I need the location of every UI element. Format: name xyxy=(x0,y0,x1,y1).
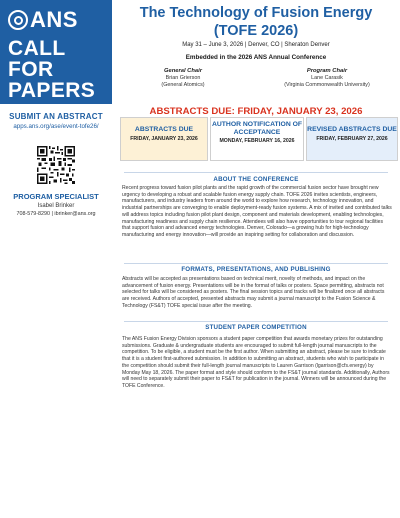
program-specialist-block xyxy=(0,192,112,217)
general-chair-org: (General Atomics) xyxy=(161,82,205,88)
deadline-date: MONDAY, FEBRUARY 16, 2026 xyxy=(219,138,295,144)
call-line-1: CALL FOR xyxy=(8,37,66,81)
program-chair xyxy=(262,68,392,88)
general-chair-name: Brian Grierson xyxy=(165,75,201,81)
call-for-papers-heading xyxy=(8,38,106,101)
student-body: The ANS Fusion Energy Division sponsors a student paper competition that awards monetary prizes for outstanding submissions. Graduate & undergraduate students are encouraged to submit full-length journal manuscripts to the competition. To be eligible, a student must be the first author. When submitting an abstract, please be sure to indicate that it is a student first-authored submission. In addition to submitting an abstract, students who wish to participate in the competition should submit their full-length journal manuscripts to Lauren Garrison (lgarrison@cfs.energy) by Monday May 18, 2026. The paper format and style should conform to the FS&T journal standards. Additionally, Authors will need to separately submit their paper to FS&T for publication in the journal. Winners will be announced during the TOFE Conference. xyxy=(122,336,390,389)
conference-title xyxy=(112,4,400,40)
chairs-row xyxy=(112,68,400,104)
brand-panel xyxy=(0,0,112,104)
deadline-banner: ABSTRACTS DUE: FRIDAY, JANUARY 23, 2026 xyxy=(149,106,363,117)
formats-heading: FORMATS, PRESENTATIONS, AND PUBLISHING xyxy=(181,266,331,273)
section-divider xyxy=(124,172,388,173)
general-chair xyxy=(118,68,248,88)
deadline-box-notification xyxy=(210,117,304,161)
title-line-1: The Technology of Fusion Energy xyxy=(139,5,373,21)
title-line-2: (TOFE 2026) xyxy=(213,23,299,39)
sidebar xyxy=(0,0,112,518)
deadline-label-line2: ACCEPTANCE xyxy=(233,128,281,136)
submit-url-link[interactable]: apps.ans.org/ase/event-tofe26/ xyxy=(13,123,99,130)
qr-code-icon[interactable] xyxy=(37,146,75,184)
program-chair-org: (Virginia Commonwealth University) xyxy=(284,82,370,88)
formats-body: Abstracts will be accepted as presentations based on technical merit, novelty of methods, and impact on the advancement of fusion energy. Presentations will be in the format of talks or posters. Space permitting, abstracts not selected for talks will be considered as posters. The final session topics and tracks will be finalized once all abstracts are received. Authors of accepted, presented abstracts may submit a journal manuscript to the Fusion Science & Technology (FS&T) TOFE special issue after the meeting. xyxy=(122,276,385,309)
deadline-date: FRIDAY, JANUARY 23, 2026 xyxy=(130,135,198,142)
section-divider xyxy=(124,263,388,264)
program-chair-name: Lane Carasik xyxy=(311,75,343,81)
about-heading: ABOUT THE CONFERENCE xyxy=(213,176,299,183)
call-line-2: PAPERS xyxy=(8,79,96,102)
program-chair-role: Program Chair xyxy=(306,68,348,74)
about-body: Recent progress toward fusion pilot plants and the rapid growth of the commercial fusion sector have brought new urgency to developing a robust and scalable fusion energy supply chain. TOFE 2026 invites scientists, engineers, manufacturers, and industry leaders from around the world to explore how research, technology innovation, and industrial partnerships are converging to enable deployment-ready fusion systems. A mix of invited and contributed talks will address topics including fusion pilot plant design, component and materials development, enabling technologies, manufacturing readiness and supply chain resilience. Attendees will also have opportunities to tour regional facilities that support fusion and advanced energy technologies. Denver, Colorado—a growing hub for high-technology manufacturing and energy innovation—will provide an inspiring setting for collaboration and discussion. xyxy=(122,185,392,238)
deadline-label: AUTHOR NOTIFICATION OF xyxy=(211,121,303,128)
deadline-box-abstracts xyxy=(120,117,208,161)
embedded-note: Embedded in the 2026 ANS Annual Conference xyxy=(185,54,327,61)
deadline-label: ABSTRACTS DUE xyxy=(134,126,194,133)
student-heading: STUDENT PAPER COMPETITION xyxy=(205,324,307,331)
general-chair-role: General Chair xyxy=(163,68,203,74)
ans-logo xyxy=(8,8,106,32)
submit-title: SUBMIT AN ABSTRACT xyxy=(9,112,103,121)
deadline-label: REVISED ABSTRACTS DUE xyxy=(307,126,397,133)
main-content xyxy=(112,0,400,518)
submit-abstract-block xyxy=(0,112,112,130)
ans-logo-icon xyxy=(8,10,28,30)
deadline-box-revised xyxy=(306,117,398,161)
specialist-contact[interactable]: 708-579-8290 | ibrinker@ans.org xyxy=(16,211,96,217)
section-divider xyxy=(124,321,388,322)
conference-dates-location: May 31 – June 3, 2026 | Denver, CO | Sheraton Denver xyxy=(182,42,330,48)
specialist-title: PROGRAM SPECIALIST xyxy=(13,192,99,201)
deadline-date: FRIDAY, FEBRUARY 27, 2026 xyxy=(316,135,388,142)
deadline-boxes xyxy=(120,117,398,161)
specialist-name: Isabel Brinker xyxy=(37,203,75,209)
logo-text: ANS xyxy=(30,7,78,32)
